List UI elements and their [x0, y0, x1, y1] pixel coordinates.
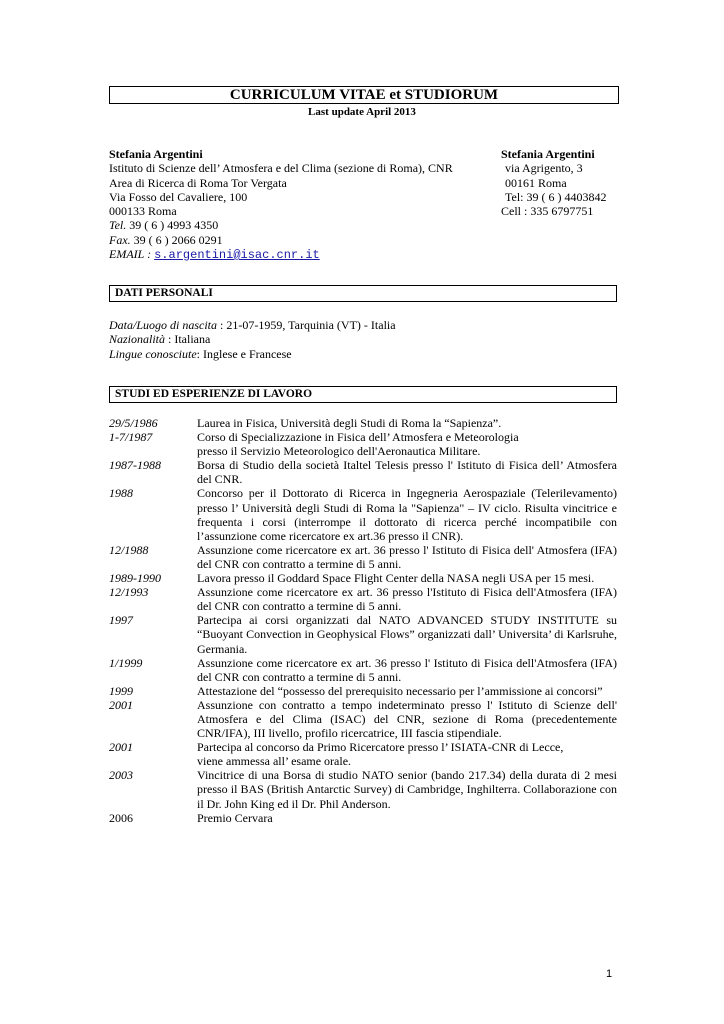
entry-line: Assunzione come ricercatore ex art. 36 presso l' Istituto di Fisica dell' Atmosfera (IFA) del CNR con contratto a termine di 5 anni.: [197, 542, 617, 571]
list-item: [109, 613, 617, 655]
list-item: [109, 698, 617, 740]
entry-line: Premio Cervara: [197, 810, 273, 825]
contact-left-block: [109, 147, 509, 262]
entry-line: viene ammessa all’ esame orale.: [197, 754, 352, 769]
nationality-value: : Italiana: [165, 332, 211, 347]
entry-date: 29/5/1986: [109, 416, 158, 430]
birth-value: : 21-07-1959, Tarquinia (VT) - Italia: [217, 318, 396, 332]
entry-line: Partecipa al concorso da Primo Ricercatore presso l’ ISIATA-CNR di Lecce,: [197, 740, 564, 755]
entry-line: Concorso per il Dottorato di Ricerca in Ingegneria Aerospaziale (Telerilevamento) presso l’ Università degli Studi di Roma la "Sapienza" – IV ciclo. Risulta vincitrice e frequenta i corsi (interrompe il dottorato di ricerca perché incompatibile con l’assunzione come ricercatore ex art.36 presso il CNR).: [197, 486, 617, 543]
home-cell: Cell : 335 6797751: [501, 204, 594, 219]
entry-date: 1989-1990: [109, 571, 161, 586]
list-item: [109, 811, 617, 825]
entry-line: Borsa di Studio della società Italtel Telesis presso l' Istituto di Fisica dell’ Atmosfera del CNR.: [197, 458, 617, 487]
entry-line: Vincitrice di una Borsa di studio NATO senior (bando 217.34) della durata di 2 mesi presso il BAS (British Antarctic Survey) di Cambridge, Inghilterra. Collaborazione con il Dr. John King ed il Dr. Phil Anderson.: [197, 768, 617, 811]
contact-name: Stefania Argentini: [109, 147, 203, 161]
entry-text: [197, 430, 617, 458]
languages-value: : Inglese e Francese: [196, 346, 292, 361]
tel-label: Tel.: [109, 218, 127, 233]
list-item: [109, 430, 617, 458]
entry-date: 1999: [109, 683, 133, 698]
entry-text: [197, 543, 617, 571]
entry-date: 1/1999: [109, 655, 143, 670]
contact-fax: [109, 233, 509, 247]
entry-line: Assunzione come ricercatore ex art. 36 presso l'Istituto di Fisica dell'Atmosfera (IFA) del CNR con contratto a termine di 5 anni.: [197, 585, 617, 614]
entry-date: 1987-1988: [109, 458, 161, 473]
list-item: [109, 458, 617, 486]
entry-line: Laurea in Fisica, Università degli Studi di Roma la “Sapienza”.: [197, 416, 502, 430]
entry-text: [197, 698, 617, 740]
contact-right-block: [501, 147, 621, 218]
entry-text: [197, 486, 617, 542]
fax-label: Fax.: [109, 232, 131, 247]
tel-value: 39 ( 6 ) 4993 4350: [126, 218, 219, 233]
page-number: 1: [606, 968, 613, 980]
entry-text: [197, 656, 617, 684]
list-item: [109, 740, 617, 768]
entry-date: 12/1988: [109, 542, 149, 557]
fax-value: 39 ( 6 ) 2066 0291: [130, 232, 223, 247]
languages-row: [109, 347, 609, 361]
entry-text: [197, 585, 617, 613]
entry-text: [197, 571, 617, 585]
email-label: EMAIL: [109, 247, 145, 262]
entry-line: Assunzione come ricercatore ex art. 36 presso l' Istituto di Fisica dell'Atmosfera (IFA) del CNR con contratto a termine di 5 anni.: [197, 655, 617, 684]
entry-date: 1997: [109, 613, 133, 628]
personal-section-heading: DATI PERSONALI: [109, 285, 617, 302]
entry-text: [197, 811, 617, 825]
email-separator: :: [144, 247, 155, 262]
studies-entries-list: [109, 416, 617, 825]
last-update: Last update April 2013: [308, 106, 416, 118]
list-item: [109, 543, 617, 571]
entry-line: Partecipa ai corsi organizzati dal NATO ADVANCED STUDY INSTITUTE su “Buoyant Convection in Geophysical Flows” organizzati dall’ Universita’ di Karlsruhe, Germania.: [197, 613, 617, 656]
entry-line: Assunzione con contratto a tempo indeterminato presso l' Istituto di Scienze dell' Atmosfera e del Clima (ISAC) del CNR, sezione di Roma (precedentemente CNR/IFA), III livello, profilo ricercatrice, III fascia stipendiale.: [197, 697, 617, 741]
entry-date: 12/1993: [109, 585, 149, 600]
cv-title: CURRICULUM VITAE et STUDIORUM: [109, 86, 619, 104]
list-item: [109, 585, 617, 613]
contact-institute: Istituto di Scienze dell’ Atmosfera e del Clima (sezione di Roma), CNR: [109, 161, 453, 176]
entry-line: presso il Servizio Meteorologico dell'Aeronautica Militare.: [197, 444, 481, 459]
entry-date: 1988: [109, 486, 133, 501]
entry-text: [197, 768, 617, 810]
contact-street: Via Fosso del Cavaliere, 100: [109, 189, 248, 204]
entry-text: [197, 684, 617, 698]
entry-date: 2006: [109, 810, 133, 825]
entry-line: Corso di Specializzazione in Fisica dell’ Atmosfera e Meteorologia: [197, 430, 519, 445]
contact-area: Area di Ricerca di Roma Tor Vergata: [109, 175, 287, 190]
list-item: [109, 768, 617, 810]
entry-date: 2001: [109, 697, 133, 712]
nationality-row: [109, 332, 609, 346]
languages-label: Lingue conosciute: [109, 346, 197, 361]
contact-tel: [109, 218, 509, 232]
nationality-label: Nazionalità: [109, 332, 166, 347]
studies-section-heading: STUDI ED ESPERIENZE DI LAVORO: [109, 386, 617, 403]
entry-line: Lavora presso il Goddard Space Flight Center della NASA negli USA per 15 mesi.: [197, 571, 595, 586]
entry-text: [197, 416, 617, 430]
entry-text: [197, 613, 617, 655]
home-city: 00161 Roma: [505, 175, 567, 190]
entry-line: Attestazione del “possesso del prerequisito necessario per l’ammissione ai concorsi”: [197, 683, 603, 698]
birth-row: [109, 318, 609, 332]
email-link[interactable]: s.argentini@isac.cnr.it: [154, 248, 320, 263]
home-contact-name: Stefania Argentini: [501, 147, 595, 161]
entry-text: [197, 458, 617, 486]
list-item: [109, 684, 617, 698]
home-tel: Tel: 39 ( 6 ) 4403842: [505, 189, 607, 204]
entry-date: 1-7/1987: [109, 430, 153, 445]
contact-city: 000133 Roma: [109, 204, 177, 219]
birth-label: Data/Luogo di nascita: [109, 318, 218, 332]
entry-text: [197, 740, 617, 768]
contact-email: [109, 247, 509, 262]
list-item: [109, 486, 617, 542]
list-item: [109, 416, 617, 430]
home-street: via Agrigento, 3: [505, 161, 583, 176]
list-item: [109, 656, 617, 684]
personal-data-block: [109, 318, 609, 361]
entry-date: 2003: [109, 768, 133, 783]
list-item: [109, 571, 617, 585]
entry-date: 2001: [109, 740, 133, 755]
